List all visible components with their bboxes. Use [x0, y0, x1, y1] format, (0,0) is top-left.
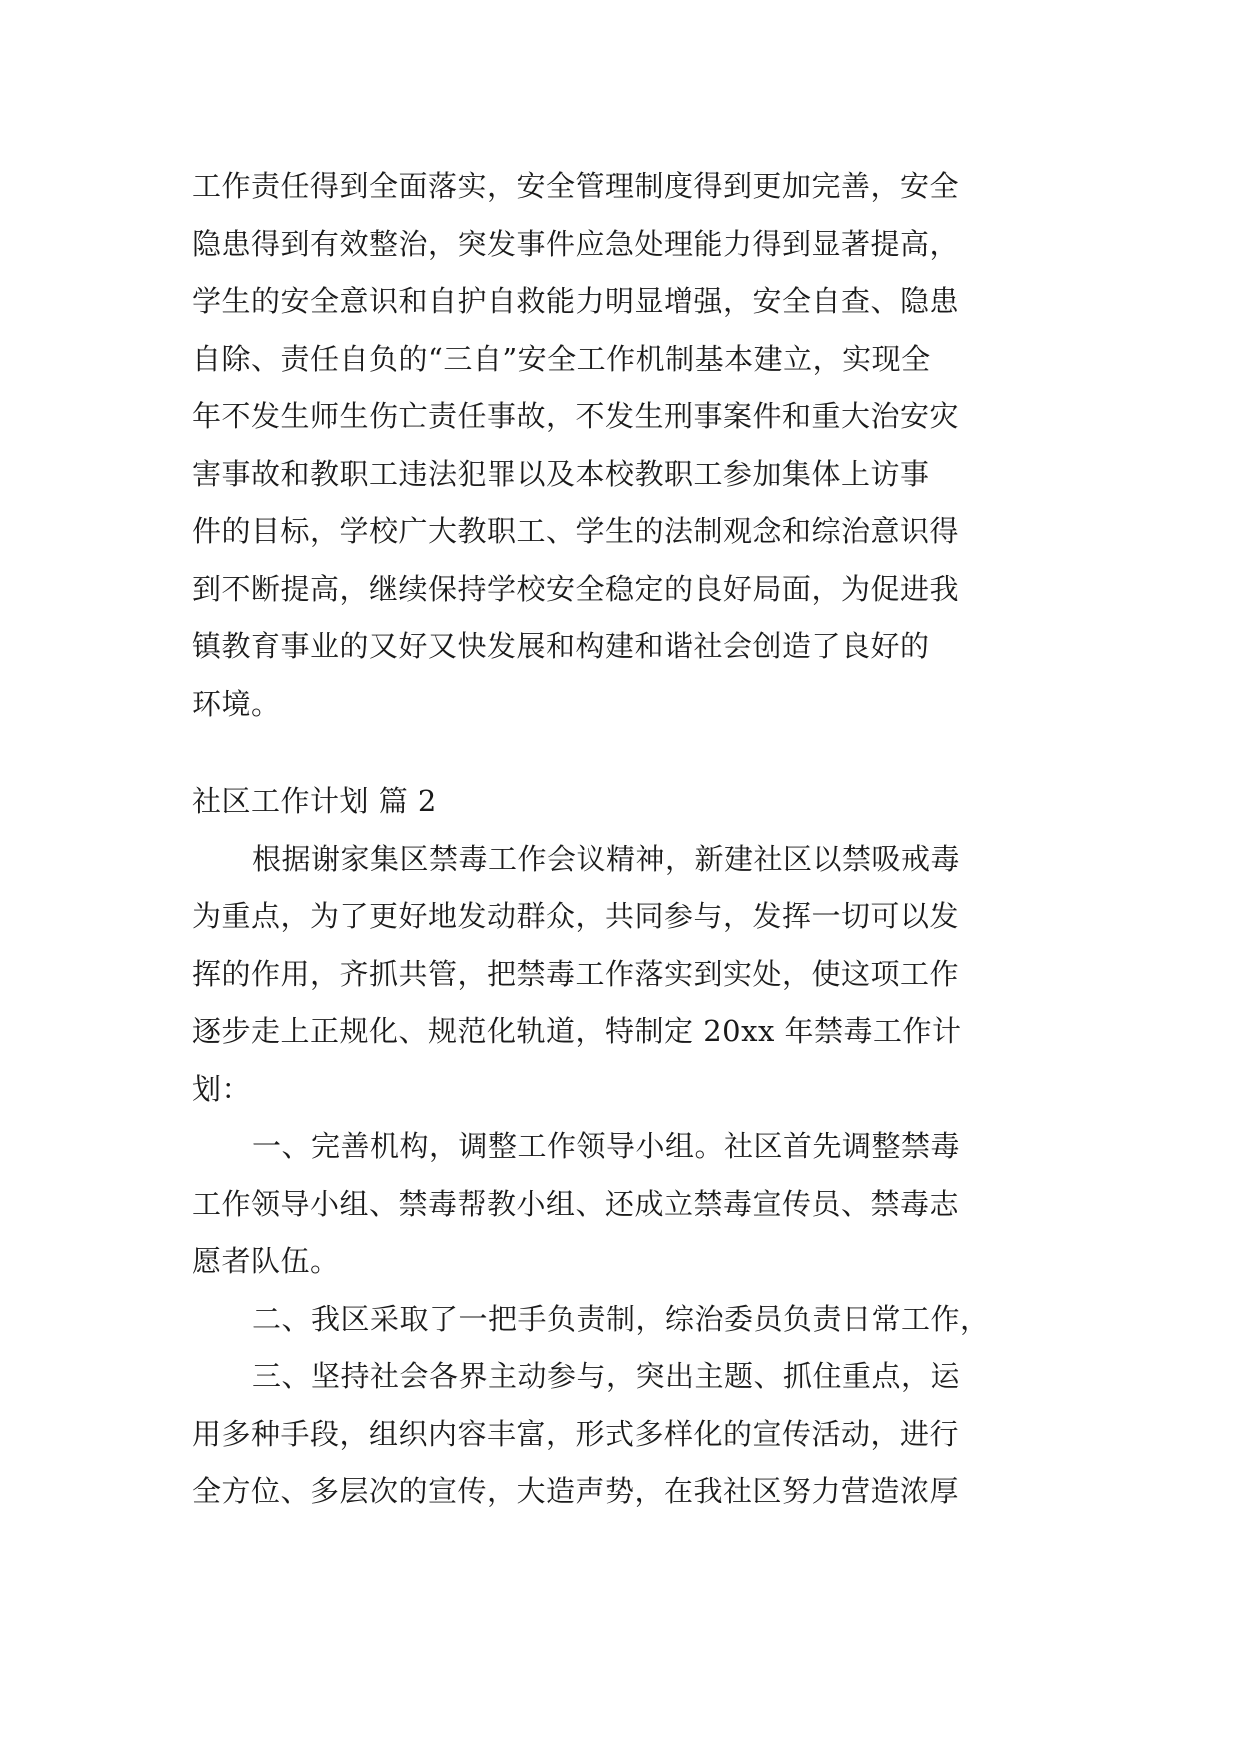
text-line: 学生的安全意识和自护自救能力明显增强，安全自查、隐患	[192, 284, 960, 318]
text-line: 挥的作用，齐抓共管，把禁毒工作落实到实处，使这项工作	[192, 956, 960, 991]
paragraph-continued	[192, 158, 1052, 733]
text-line: 到不断提高，继续保持学校安全稳定的良好局面，为促进我	[192, 571, 960, 606]
text-line: 根据谢家集区禁毒工作会议精神，新建社区以禁吸戒毒	[252, 841, 961, 876]
section-heading: 社区工作计划 篇 2	[192, 784, 437, 818]
section-gap	[192, 733, 1052, 773]
text-line: 件的目标，学校广大教职工、学生的法制观念和综治意识得	[192, 514, 960, 548]
text-line: 工作领导小组、禁毒帮教小组、还成立禁毒宣传员、禁毒志	[192, 1186, 960, 1221]
text-line: 二、我区采取了一把手负责制，综治委员负责日常工作，	[252, 1301, 990, 1336]
text-line: 逐步走上正规化、规范化轨道，特制定 20xx 年禁毒工作计	[192, 1014, 962, 1048]
paragraph-intro	[192, 831, 1052, 1119]
text-line: 环境。	[192, 686, 281, 721]
text-line: 隐患得到有效整治，突发事件应急处理能力得到显著提高，	[192, 226, 960, 261]
text-line: 工作责任得到全面落实，安全管理制度得到更加完善，安全	[192, 169, 960, 203]
text-line: 全方位、多层次的宣传，大造声势，在我社区努力营造浓厚	[192, 1474, 960, 1508]
text-line: 镇教育事业的又好又快发展和构建和谐社会创造了良好的	[192, 629, 930, 663]
document-body	[192, 158, 1052, 1521]
text-line: 一、完善机构，调整工作领导小组。社区首先调整禁毒	[252, 1129, 961, 1163]
paragraph-item-3	[192, 1348, 1052, 1521]
text-line: 用多种手段，组织内容丰富，形式多样化的宣传活动，进行	[192, 1416, 960, 1451]
text-line: 划：	[192, 1071, 252, 1106]
text-line: 为重点，为了更好地发动群众，共同参与，发挥一切可以发	[192, 899, 960, 933]
text-line: 三、坚持社会各界主动参与，突出主题、抓住重点，运	[252, 1359, 961, 1393]
paragraph-item-1	[192, 1118, 1052, 1291]
text-line: 害事故和教职工违法犯罪以及本校教职工参加集体上访事	[192, 456, 930, 491]
text-line: 愿者队伍。	[192, 1244, 340, 1278]
text-line: 年不发生师生伤亡责任事故，不发生刑事案件和重大治安灾	[192, 399, 960, 433]
paragraph-item-2	[192, 1291, 1052, 1349]
text-line: 自除、责任自负的“三自”安全工作机制基本建立，实现全	[192, 341, 931, 376]
